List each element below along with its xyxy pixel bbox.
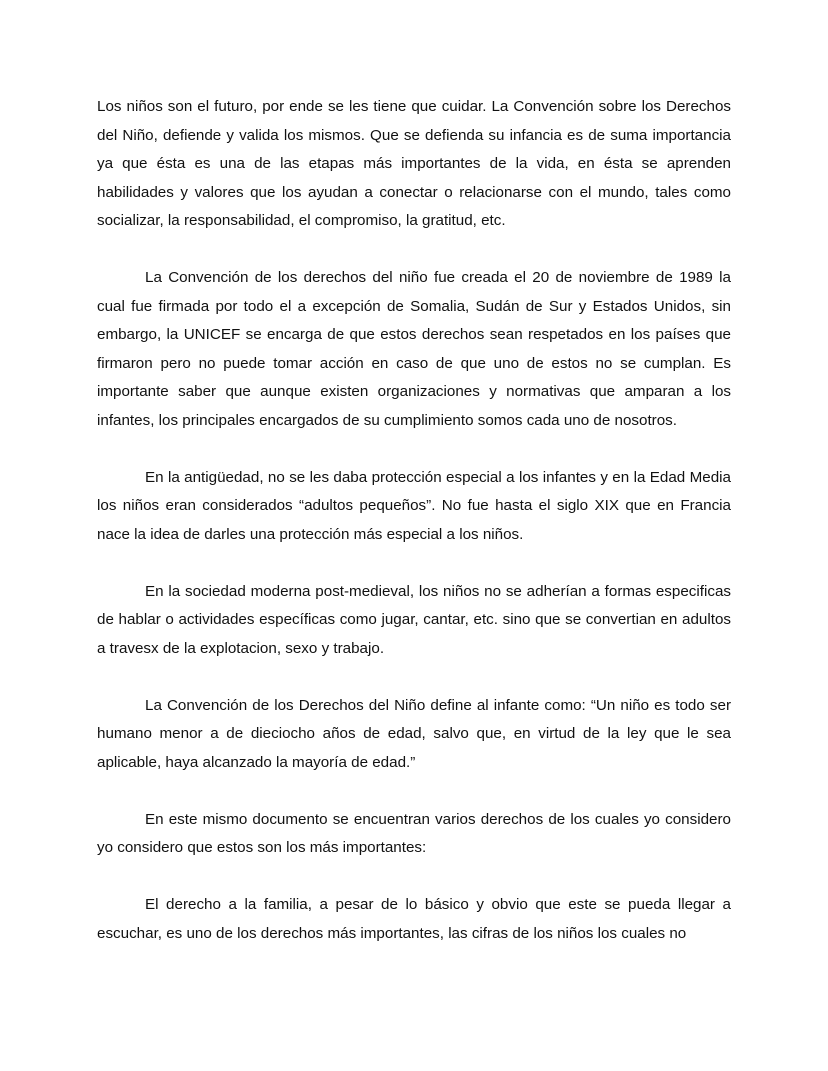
paragraph-6: En este mismo documento se encuentran varios derechos de los cuales yo considero yo considero que estos son los más importantes: xyxy=(97,810,731,856)
paragraph-1: Los niños son el futuro, por ende se les tiene que cuidar. La Convención sobre los Derechos del Niño, defiende y valida los mismos. Que se defienda su infancia es de suma importancia ya que ésta es una de las etapas más importantes de la vida, en ésta se aprenden habilidades y valores que los ayudan a conectar o relacionarse con el mundo, tales como socializar, la responsabilidad, el compromiso, la gratitud, etc. xyxy=(97,98,731,229)
body-text xyxy=(97,93,731,977)
paragraph-5: La Convención de los Derechos del Niño define al infante como: “Un niño es todo ser humano menor a de dieciocho años de edad, salvo que, en virtud de la ley que le sea aplicable, haya alcanzado la mayoría de edad.” xyxy=(97,696,731,771)
paragraph-7: El derecho a la familia, a pesar de lo básico y obvio que este se pueda llegar a escuchar, es uno de los derechos más importantes, las cifras de los niños los cuales no xyxy=(97,896,731,942)
paragraph-3: En la antigüedad, no se les daba protección especial a los infantes y en la Edad Media los niños eran considerados “adultos pequeños”. No fue hasta el siglo XIX que en Francia nace la idea de darles una protección más especial a los niños. xyxy=(97,468,731,543)
paragraph-4: En la sociedad moderna post-medieval, los niños no se adherían a formas especificas de hablar o actividades específicas como jugar, cantar, etc. sino que se convertian en adultos a travesx de la explotacion, sexo y trabajo. xyxy=(97,582,731,657)
paragraph-2: La Convención de los derechos del niño fue creada el 20 de noviembre de 1989 la cual fue firmada por todo el a excepción de Somalia, Sudán de Sur y Estados Unidos, sin embargo, la UNICEF se encarga de que estos derechos sean respetados en los países que firmaron pero no puede tomar acción en caso de que uno de estos no se cumplan. Es importante saber que aunque existen organizaciones y normativas que amparan a los infantes, los principales encargados de su cumplimiento somos cada uno de nosotros. xyxy=(97,269,731,429)
